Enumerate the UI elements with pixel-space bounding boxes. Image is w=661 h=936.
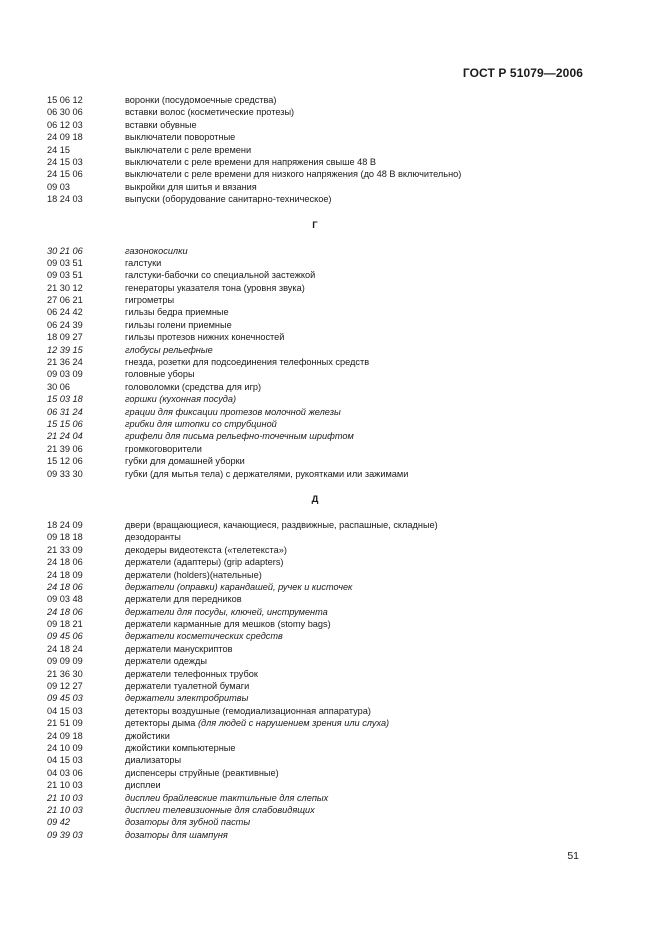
row-code: 18 24 03: [47, 194, 83, 205]
row-term: головоломки (средства для игр): [125, 381, 262, 392]
row-code: 09 45 06: [47, 631, 83, 642]
row-term: выключатели с реле времени: [125, 144, 252, 155]
row-term: держатели туалетной бумаги: [125, 681, 250, 692]
row-term: держатели (оправки) карандашей, ручек и кисточек: [125, 581, 353, 592]
row-term: грации для фиксации протезов молочной железы: [125, 406, 341, 417]
row-code: 18 09 27: [47, 332, 83, 343]
index-row: [47, 804, 607, 816]
row-code: 30 21 06: [47, 245, 83, 256]
row-code: 09 12 27: [47, 681, 83, 692]
row-term: выключатели поворотные: [125, 132, 236, 143]
row-code: 09 09 09: [47, 656, 83, 667]
row-code: 09 18 18: [47, 532, 83, 543]
row-code: 15 03 18: [47, 394, 83, 405]
page-number: 51: [567, 850, 579, 862]
row-code: 15 06 12: [47, 95, 83, 105]
row-term-italic: (для людей с нарушением зрения или слуха): [197, 718, 390, 729]
row-code: 30 06: [47, 381, 70, 392]
index-row: [47, 282, 607, 294]
row-term: гильзы бедра приемные: [125, 307, 229, 318]
index-row: [47, 319, 607, 331]
row-code: 04 03 06: [47, 767, 83, 778]
row-code: 21 24 04: [47, 431, 83, 442]
index-row: [47, 156, 607, 168]
row-code: 21 51 09: [47, 718, 83, 729]
row-code: 06 30 06: [47, 107, 83, 118]
index-row: [47, 668, 607, 680]
row-code: 04 15 03: [47, 755, 83, 766]
index-row: [47, 569, 607, 581]
row-term: джойстики: [125, 730, 170, 741]
index-row: [47, 767, 607, 779]
row-code: 09 03 48: [47, 594, 83, 605]
row-term: губки (для мытья тела) с держателями, рукоятками или зажимами: [125, 468, 409, 479]
index-row: [47, 531, 607, 543]
section-v: [47, 94, 607, 206]
row-term: гигрометры: [125, 295, 175, 306]
row-term: держатели электробритвы: [125, 693, 249, 704]
section-g: [47, 245, 607, 480]
row-term: грифели для письма рельефно-точечным шрифтом: [125, 431, 354, 442]
row-code: 24 09 18: [47, 730, 83, 741]
section-letter-g: Г: [312, 219, 318, 231]
index-row: [47, 630, 607, 642]
row-code: 09 03 09: [47, 369, 83, 380]
row-term: диспенсеры струйные (реактивные): [125, 767, 279, 778]
index-row: [47, 717, 607, 729]
row-code: 24 18 24: [47, 643, 83, 654]
row-code: 15 12 06: [47, 456, 83, 467]
index-row: [47, 455, 607, 467]
index-row: [47, 269, 607, 281]
index-row: [47, 468, 607, 480]
row-term: галстуки-бабочки со специальной застежкой: [125, 270, 316, 281]
row-term: генераторы указателя тона (уровня звука): [125, 282, 305, 293]
row-term: грибки для штопки со струбциной: [125, 418, 277, 429]
row-code: 21 10 03: [47, 780, 83, 791]
row-code: 21 30 12: [47, 282, 83, 293]
index-row: [47, 792, 607, 804]
row-code: 06 24 42: [47, 307, 83, 318]
index-row: [47, 257, 607, 269]
document-header: ГОСТ Р 51079—2006: [462, 66, 583, 80]
index-row: [47, 181, 607, 193]
row-term: дезодоранты: [125, 532, 181, 543]
row-term: дисплеи телевизионные для слабовидящих: [125, 804, 315, 815]
row-term: воронки (посудомоечные средства): [125, 95, 277, 105]
row-code: 09 03: [47, 181, 70, 192]
row-term: гильзы голени приемные: [125, 319, 232, 330]
index-row: [47, 816, 607, 828]
row-code: 24 18 06: [47, 606, 83, 617]
row-term-main: детекторы дыма: [125, 718, 198, 729]
row-code: 15 15 06: [47, 418, 83, 429]
index-row: [47, 106, 607, 118]
index-row: [47, 406, 607, 418]
index-row: [47, 544, 607, 556]
row-term: выключатели с реле времени для напряжения свыше 48 В: [125, 156, 377, 167]
index-row: [47, 168, 607, 180]
index-row: [47, 356, 607, 368]
row-term: выключатели с реле времени для низкого напряжения (до 48 В включительно): [125, 169, 462, 180]
row-term: держатели для передников: [125, 594, 242, 605]
row-code: 04 15 03: [47, 705, 83, 716]
row-term: держатели одежды: [125, 656, 207, 667]
row-code: 18 24 09: [47, 519, 83, 530]
index-row: [47, 618, 607, 630]
row-code: 24 09 18: [47, 132, 83, 143]
index-row: [47, 418, 607, 430]
row-term: головные уборы: [125, 369, 195, 380]
index-row: [47, 829, 607, 841]
index-row: [47, 655, 607, 667]
row-term: диализаторы: [125, 755, 182, 766]
index-row: [47, 779, 607, 791]
index-row: [47, 519, 607, 531]
row-code: 09 45 03: [47, 693, 83, 704]
row-code: 24 15: [47, 144, 70, 155]
row-code: 24 15 03: [47, 156, 83, 167]
row-term: держатели косметических средств: [125, 631, 283, 642]
row-term: гнезда, розетки для подсоединения телефонных средств: [125, 357, 370, 368]
index-row: [47, 94, 607, 106]
index-row: [47, 344, 607, 356]
row-term: дозаторы для шампуня: [125, 829, 228, 840]
row-term: громкоговорители: [125, 443, 202, 454]
row-term: газонокосилки: [125, 245, 188, 256]
row-code: 24 18 06: [47, 581, 83, 592]
row-term: двери (вращающиеся, качающиеся, раздвижные, распашные, складные): [125, 519, 438, 530]
row-code: 24 10 09: [47, 742, 83, 753]
index-row: [47, 692, 607, 704]
index-row: [47, 754, 607, 766]
row-code: 21 36 30: [47, 668, 83, 679]
section-d: [47, 519, 607, 841]
row-code: 06 31 24: [47, 406, 83, 417]
index-row: [47, 381, 607, 393]
row-term: глобусы рельефные: [125, 344, 213, 355]
index-content: [47, 94, 607, 841]
row-code: 24 15 06: [47, 169, 83, 180]
row-code: 21 36 24: [47, 357, 83, 368]
row-code: 21 10 03: [47, 792, 83, 803]
index-row: [47, 131, 607, 143]
row-term: держатели для посуды, ключей, инструмента: [125, 606, 328, 617]
row-code: 09 33 30: [47, 468, 83, 479]
row-code: 21 10 03: [47, 804, 83, 815]
row-code: 21 39 06: [47, 443, 83, 454]
row-code: 09 03 51: [47, 270, 83, 281]
row-code: 06 12 03: [47, 119, 83, 130]
row-term: детекторы воздушные (гемодиализационная аппаратура): [125, 705, 371, 716]
row-code: 27 06 21: [47, 295, 83, 306]
row-term: декодеры видеотекста («телетекста»): [125, 544, 287, 555]
index-row: [47, 119, 607, 131]
row-term: держатели карманные для мешков (stomy bags): [125, 619, 331, 630]
row-term: дисплеи: [125, 780, 161, 791]
row-term: губки для домашней уборки: [125, 456, 245, 467]
index-row: [47, 581, 607, 593]
row-code: 24 18 06: [47, 557, 83, 568]
index-row: [47, 430, 607, 442]
index-row: [47, 331, 607, 343]
row-code: 09 18 21: [47, 619, 83, 630]
index-row: [47, 730, 607, 742]
index-row: [47, 443, 607, 455]
index-row: [47, 368, 607, 380]
row-term: вставки обувные: [125, 119, 197, 130]
row-term: галстуки: [125, 257, 162, 268]
section-letter-d: Д: [311, 493, 319, 505]
row-term: выпуски (оборудование санитарно-техническое): [125, 194, 332, 205]
row-term: вставки волос (косметические протезы): [125, 107, 295, 118]
row-term: горшки (кухонная посуда): [125, 394, 237, 405]
row-term: выкройки для шитья и вязания: [125, 181, 257, 192]
index-row: [47, 144, 607, 156]
index-row: [47, 245, 607, 257]
row-term: [125, 717, 389, 729]
index-row: [47, 306, 607, 318]
index-row: [47, 393, 607, 405]
row-code: 09 42: [47, 817, 70, 828]
row-term: держатели манускриптов: [125, 643, 233, 654]
index-row: [47, 193, 607, 205]
index-row: [47, 643, 607, 655]
index-row: [47, 556, 607, 568]
row-term: дозаторы для зубной пасты: [125, 817, 251, 828]
row-code: 12 39 15: [47, 344, 83, 355]
index-row: [47, 680, 607, 692]
row-term: джойстики компьютерные: [125, 742, 236, 753]
index-row: [47, 294, 607, 306]
row-term: держатели телефонных трубок: [125, 668, 258, 679]
index-row: [47, 606, 607, 618]
row-code: 06 24 39: [47, 319, 83, 330]
row-code: 24 18 09: [47, 569, 83, 580]
row-term: дисплеи брайлевские тактильные для слепых: [125, 792, 329, 803]
row-code: 09 39 03: [47, 829, 83, 840]
row-term: гильзы протезов нижних конечностей: [125, 332, 285, 343]
index-row: [47, 705, 607, 717]
row-code: 09 03 51: [47, 257, 83, 268]
index-row: [47, 593, 607, 605]
row-term: держатели (holders)(нательные): [125, 569, 262, 580]
row-code: 21 33 09: [47, 544, 83, 555]
row-term: держатели (адаптеры) (grip adapters): [125, 557, 284, 568]
index-row: [47, 742, 607, 754]
